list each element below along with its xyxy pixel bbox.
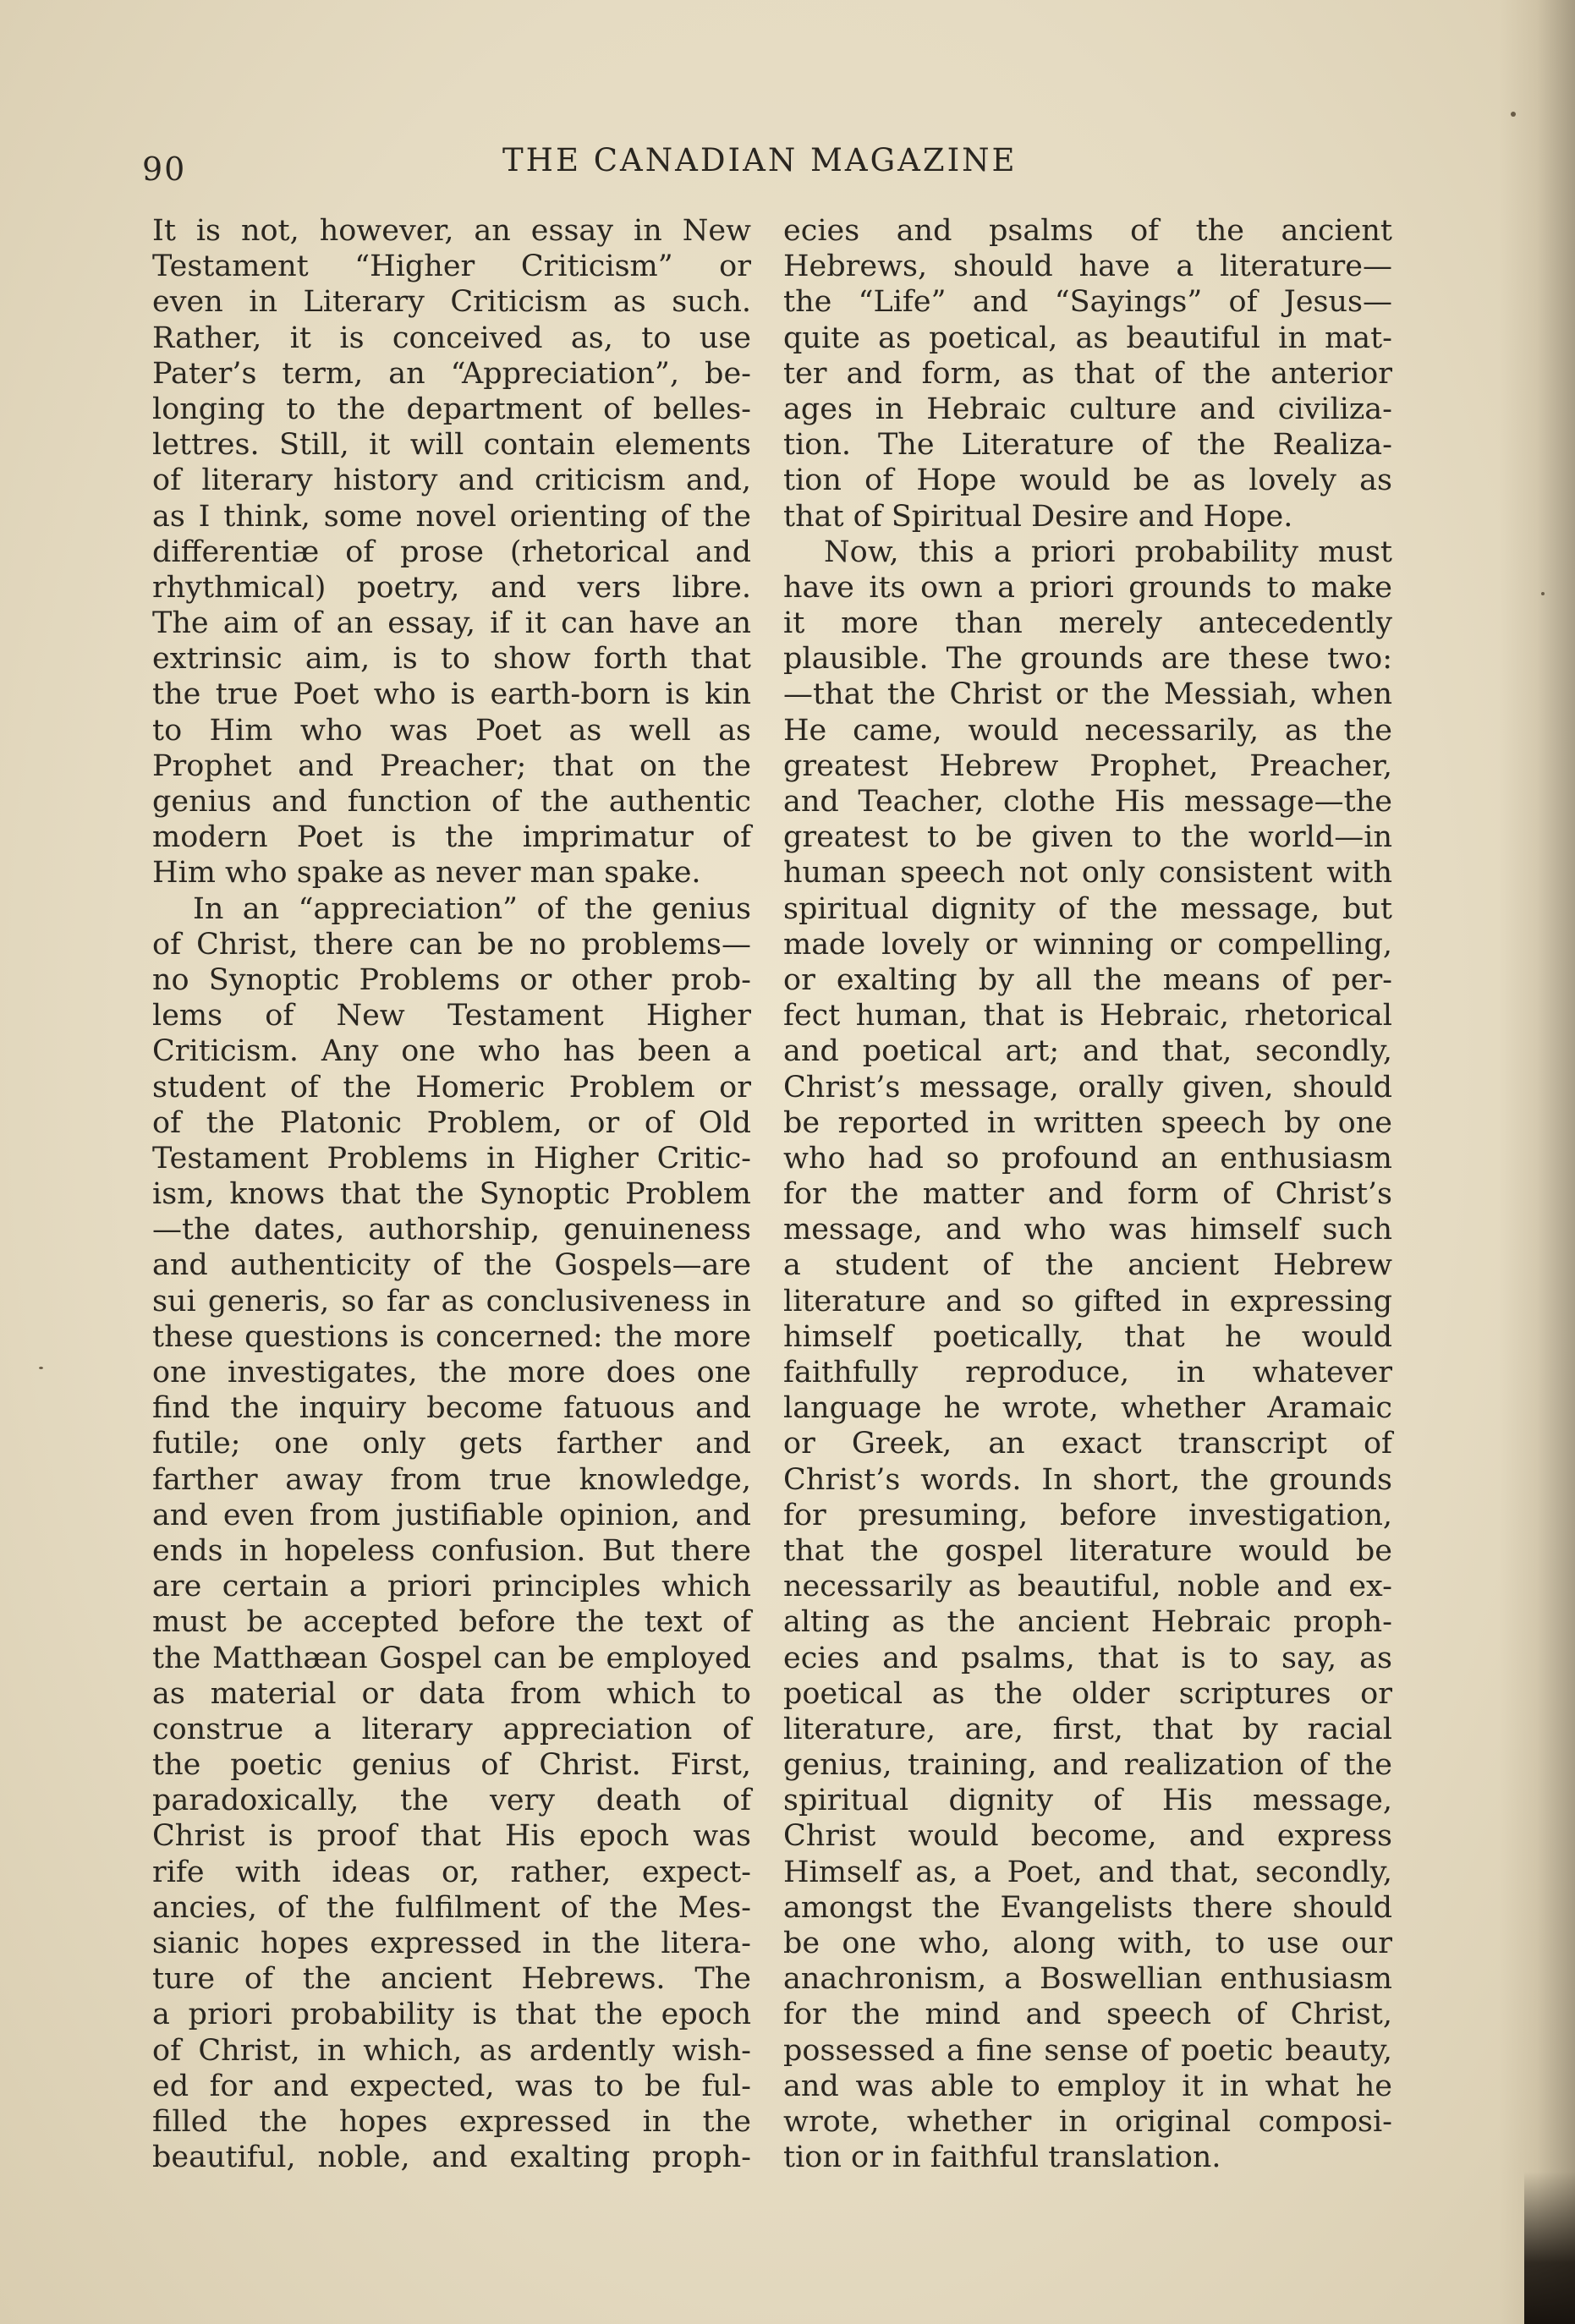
text-line: Rather, it is conceived as, to use (152, 321, 751, 355)
text-line: and even from justifiable opinion, and (152, 1498, 751, 1532)
text-line: literature and so gifted in expressing (783, 1284, 1392, 1318)
text-line: and was able to employ it in what he (783, 2069, 1392, 2103)
text-line: the Matthæan Gospel can be employed (152, 1641, 751, 1675)
text-line: be one who, along with, to use our (783, 1927, 1392, 1960)
running-title: THE CANADIAN MAGAZINE (502, 142, 1018, 178)
text-line: alting as the ancient Hebraic proph- (783, 1605, 1392, 1640)
text-line: have its own a priori grounds to make (783, 570, 1392, 605)
text-line: amongst the Evangelists there should (783, 1890, 1392, 1925)
text-line: are certain a priori principles which (152, 1570, 751, 1604)
text-line: and authenticity of the Gospels—are (152, 1248, 751, 1283)
text-line: necessarily as beautiful, noble and ex- (783, 1570, 1392, 1604)
text-line: it more than merely antecedently (783, 606, 1392, 641)
text-line: It is not, however, an essay in New (152, 214, 751, 248)
text-line: plausible. The grounds are these two: (783, 642, 1392, 677)
text-line: ancies, of the fulfilment of the Mes- (152, 1890, 751, 1925)
text-line: even in Literary Criticism as such. (152, 285, 751, 320)
text-line: Pater’s term, an “Appreciation”, be- (152, 356, 751, 391)
text-line: sui generis, so far as conclusiveness in (152, 1284, 751, 1318)
text-line: the true Poet who is earth-born is kin (152, 677, 751, 712)
text-line: Testament Problems in Higher Critic- (152, 1141, 751, 1176)
text-line: for presuming, before investigation, (783, 1498, 1392, 1532)
text-line: a student of the ancient Hebrew (783, 1248, 1392, 1283)
text-line: who had so profound an enthusiasm (783, 1141, 1392, 1176)
text-line: spiritual dignity of the message, but (783, 891, 1392, 926)
text-line: sianic hopes expressed in the litera- (152, 1927, 751, 1960)
text-line: ture of the ancient Hebrews. The (152, 1962, 751, 1997)
text-line: for the mind and speech of Christ, (783, 1998, 1392, 2032)
text-line: In an “appreciation” of the genius (193, 891, 751, 926)
text-line: Testament “Higher Criticism” or (152, 249, 751, 284)
text-line: tion or in faithful translation. (783, 2140, 1221, 2175)
page-number: 90 (142, 151, 187, 188)
text-line: Christ is proof that His epoch was (152, 1819, 751, 1854)
text-line: extrinsic aim, is to show forth that (152, 642, 751, 677)
text-line: of Christ, in which, as ardently wish- (152, 2033, 751, 2068)
text-line: ed for and expected, was to be ful- (152, 2069, 751, 2103)
text-line: rhythmical) poetry, and vers libre. (152, 570, 751, 605)
text-line: the “Life” and “Sayings” of Jesus— (783, 285, 1392, 320)
text-line: rife with ideas or, rather, expect- (152, 1855, 751, 1889)
text-line: spiritual dignity of His message, (783, 1784, 1392, 1818)
text-line: of the Platonic Problem, or of Old (152, 1105, 751, 1140)
text-line: of literary history and criticism and, (152, 463, 751, 498)
text-line: —that the Christ or the Messiah, when (783, 677, 1392, 712)
text-line: filled the hopes expressed in the (152, 2104, 751, 2139)
text-line: farther away from true knowledge, (152, 1462, 751, 1497)
text-line: fect human, that is Hebraic, rhetorical (783, 999, 1392, 1033)
paper-speck (39, 1367, 43, 1369)
text-line: must be accepted before the text of (152, 1605, 751, 1640)
text-line: The aim of an essay, if it can have an (152, 606, 751, 641)
text-line: Prophet and Preacher; that on the (152, 748, 751, 783)
text-line: himself poetically, that he would (783, 1319, 1392, 1354)
text-line: literature, are, first, that by racial (783, 1712, 1392, 1746)
text-line: made lovely or winning or compelling, (783, 927, 1392, 962)
paper-speck (1541, 592, 1545, 595)
text-line: ages in Hebraic culture and civiliza- (783, 392, 1392, 426)
text-line: differentiæ of prose (rhetorical and (152, 534, 751, 569)
text-line: that of Spiritual Desire and Hope. (783, 499, 1293, 534)
text-line: one investigates, the more does one (152, 1356, 751, 1389)
text-line: no Synoptic Problems or other prob- (152, 962, 751, 997)
text-line: that the gospel literature would be (783, 1533, 1392, 1568)
text-line: these questions is concerned: the more (152, 1319, 751, 1354)
text-line: Him who spake as never man spake. (152, 856, 701, 891)
text-line: Christ’s message, orally given, should (783, 1070, 1392, 1104)
text-line: futile; one only gets farther and (152, 1427, 751, 1461)
text-line: find the inquiry become fatuous and (152, 1391, 751, 1426)
text-line: tion of Hope would be as lovely as (783, 463, 1392, 498)
text-line: —the dates, authorship, genuineness (152, 1213, 751, 1247)
text-line: modern Poet is the imprimatur of (152, 820, 751, 855)
text-line: as material or data from which to (152, 1676, 751, 1711)
left-column (152, 213, 751, 2175)
text-line: He came, would necessarily, as the (783, 713, 1392, 748)
text-line: to Him who was Poet as well as (152, 713, 751, 748)
text-line: longing to the department of belles- (152, 392, 751, 426)
text-line: anachronism, a Boswellian enthusiasm (783, 1962, 1392, 1997)
text-line: genius, training, and realization of the (783, 1748, 1392, 1783)
text-line: be reported in written speech by one (783, 1105, 1392, 1140)
text-line: human speech not only consistent with (783, 856, 1392, 891)
page-edge-shadow (1524, 2172, 1575, 2324)
text-line: poetical as the older scriptures or (783, 1676, 1392, 1711)
text-line: or Greek, an exact transcript of (783, 1427, 1392, 1461)
text-line: possessed a fine sense of poetic beauty, (783, 2033, 1392, 2068)
spine-shadow (1499, 0, 1575, 2324)
text-line: beautiful, noble, and exalting proph- (152, 2140, 751, 2175)
text-line: lettres. Still, it will contain elements (152, 428, 751, 463)
text-line: Christ would become, and express (783, 1819, 1392, 1854)
text-line: ter and form, as that of the anterior (783, 356, 1392, 391)
text-line: Christ’s words. In short, the grounds (783, 1462, 1392, 1497)
text-line: Hebrews, should have a literature— (783, 249, 1392, 284)
text-line: and poetical art; and that, secondly, (783, 1034, 1392, 1069)
text-line: paradoxically, the very death of (152, 1784, 751, 1818)
right-column (783, 213, 1392, 2175)
text-line: a priori probability is that the epoch (152, 1998, 751, 2032)
text-line: ecies and psalms of the ancient (783, 214, 1392, 248)
text-line: ism, knows that the Synoptic Problem (152, 1177, 751, 1212)
text-line: for the matter and form of Christ’s (783, 1177, 1392, 1212)
text-line: Himself as, a Poet, and that, secondly, (783, 1855, 1392, 1889)
text-line: ecies and psalms, that is to say, as (783, 1641, 1392, 1675)
paper-speck (1511, 112, 1516, 117)
text-line: Now, this a priori probability must (824, 534, 1392, 569)
text-line: construe a literary appreciation of (152, 1712, 751, 1746)
text-line: of Christ, there can be no problems— (152, 927, 751, 962)
text-line: student of the Homeric Problem or (152, 1070, 751, 1104)
text-line: Criticism. Any one who has been a (152, 1034, 751, 1069)
text-line: ends in hopeless confusion. But there (152, 1533, 751, 1568)
text-line: and Teacher, clothe His message—the (783, 785, 1392, 819)
text-line: lems of New Testament Higher (152, 999, 751, 1033)
text-line: faithfully reproduce, in whatever (783, 1356, 1392, 1389)
text-line: or exalting by all the means of per- (783, 962, 1392, 997)
text-line: greatest Hebrew Prophet, Preacher, (783, 748, 1392, 783)
text-line: message, and who was himself such (783, 1213, 1392, 1247)
text-line: tion. The Literature of the Realiza- (783, 428, 1392, 463)
page-header (0, 142, 1575, 193)
text-line: quite as poetical, as beautiful in mat- (783, 321, 1392, 355)
text-line: wrote, whether in original composi- (783, 2104, 1392, 2139)
text-line: genius and function of the authentic (152, 785, 751, 819)
text-line: greatest to be given to the world—in (783, 820, 1392, 855)
text-line: the poetic genius of Christ. First, (152, 1748, 751, 1783)
text-line: as I think, some novel orienting of the (152, 499, 751, 534)
text-line: language he wrote, whether Aramaic (783, 1391, 1392, 1426)
